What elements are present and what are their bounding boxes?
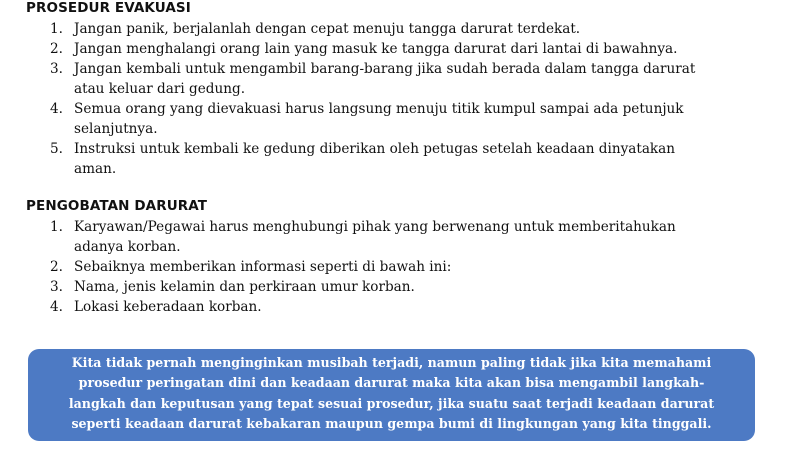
section-heading-pengobatan: PENGOBATAN DARURAT xyxy=(26,198,208,214)
item-text: Instruksi untuk kembali ke gedung diberikan oleh petugas setelah keadaan dinyatakan xyxy=(74,141,676,157)
list-item xyxy=(0,19,760,39)
item-number: 1. xyxy=(50,21,63,37)
item-text-continued: atau keluar dari gedung. xyxy=(74,81,246,97)
item-number: 2. xyxy=(50,41,63,57)
list-item xyxy=(0,217,760,257)
item-text: Sebaiknya memberikan informasi seperti di bawah ini: xyxy=(74,259,452,275)
callout-line: Kita tidak pernah menginginkan musibah terjadi, namun paling tidak jika kita memahami xyxy=(71,355,712,370)
item-number: 3. xyxy=(50,61,63,77)
item-text: Jangan panik, berjalanlah dengan cepat menuju tangga darurat terdekat. xyxy=(74,21,581,37)
callout-box xyxy=(28,349,755,441)
evacuation-procedure-list xyxy=(0,19,760,179)
list-item xyxy=(0,99,760,139)
item-text: Lokasi keberadaan korban. xyxy=(74,299,262,315)
list-item xyxy=(0,39,760,59)
list-item xyxy=(0,257,760,277)
item-number: 4. xyxy=(50,299,63,315)
item-text: Karyawan/Pegawai harus menghubungi pihak yang berwenang untuk memberitahukan xyxy=(74,219,676,235)
item-text-continued: aman. xyxy=(74,161,117,177)
list-item xyxy=(0,59,760,99)
list-item xyxy=(0,139,760,179)
item-text-continued: selanjutnya. xyxy=(74,121,158,137)
item-number: 2. xyxy=(50,259,63,275)
item-text: Nama, jenis kelamin dan perkiraan umur korban. xyxy=(74,279,415,295)
item-text: Jangan kembali untuk mengambil barang-barang jika sudah berada dalam tangga darurat xyxy=(74,61,696,77)
callout-line: prosedur peringatan dini dan keadaan darurat maka kita akan bisa mengambil langkah- xyxy=(78,375,705,391)
item-number: 3. xyxy=(50,279,63,295)
item-number: 5. xyxy=(50,141,63,157)
section-heading-evakuasi: PROSEDUR EVAKUASI xyxy=(26,0,191,16)
list-item xyxy=(0,277,760,297)
list-item xyxy=(0,297,760,317)
callout-line: langkah dan keputusan yang tepat sesuai prosedur, jika suatu saat terjadi keadaan darurat xyxy=(68,395,715,411)
item-text-continued: adanya korban. xyxy=(74,239,181,255)
item-number: 4. xyxy=(50,101,63,117)
item-text: Jangan menghalangi orang lain yang masuk ke tangga darurat dari lantai di bawahnya. xyxy=(74,41,678,57)
item-number: 1. xyxy=(50,219,63,235)
item-text: Semua orang yang dievakuasi harus langsung menuju titik kumpul sampai ada petunjuk xyxy=(74,101,684,117)
first-aid-list xyxy=(0,217,760,317)
callout-line: seperti keadaan darurat kebakaran maupun gempa bumi di lingkungan yang kita tinggali. xyxy=(71,416,712,432)
